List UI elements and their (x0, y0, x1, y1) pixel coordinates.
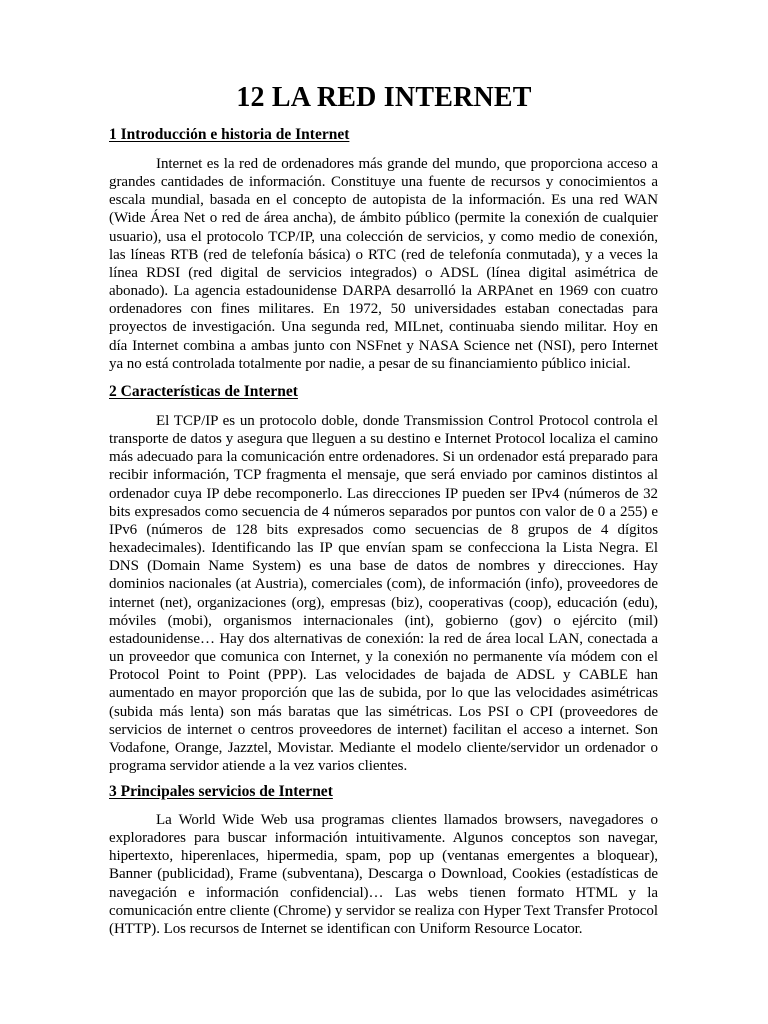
section-heading-introduccion: 1 Introducción e historia de Internet (109, 126, 350, 143)
paragraph-caracteristicas: El TCP/IP es un protocolo doble, donde Transmission Control Protocol controla el transporte de datos y asegura que lleguen a su destino e Internet Protocol localiza el camino más adecuado para la comunicación entre ordenadores. Si un ordenador está preparado para recibir información, TCP fragmenta el mensaje, que será enviado por caminos distintos al ordenador cuya IP debe recomponerlo. Las direcciones IP pueden ser IPv4 (números de 32 bits expresados como secuencia de 4 números separados por puntos con valor de 0 a 255) e IPv6 (números de 128 bits expresados como secuencias de 8 grupos de 4 dígitos hexadecimales). Identificando las IP que envían spam se confecciona la Lista Negra. El DNS (Domain Name System) es una base de datos de nombres y direcciones. Hay dominios nacionales (at Austria), comerciales (com), de información (info), proveedores de internet (net), organizaciones (org), empresas (biz), cooperativas (coop), educación (edu), móviles (mobi), organismos internacionales (int), gobierno (gov) o ejército (mil) estadounidense… Hay dos alternativas de conexión: la red de área local LAN, conectada a un proveedor que comunica con Internet, y la conexión no permanente vía módem con el Protocol Point to Point (PPP). Las velocidades de bajada de ADSL y CABLE han aumentado en mayor proporción que las de subida, por lo que las velocidades asimétricas (subida más lenta) son más baratas que las simétricas. Los PSI o CPI (proveedores de servicios de internet o centros proveedores de internet) facilitan el acceso a internet. Son Vodafone, Orange, Jazztel, Movistar. Mediante el modelo cliente/servidor un ordenador o programa servidor atiende a la vez varios clientes. (109, 413, 658, 774)
paragraph-servicios: La World Wide Web usa programas clientes llamados browsers, navegadores o exploradores para buscar información intuitivamente. Algunos conceptos son navegar, hipertexto, hiperenlaces, hipermedia, spam, pop up (ventanas emergentes a bloquear), Banner (publicidad), Frame (subventana), Descarga o Download, Cookies (estadísticas de navegación e información confidencial)… Las webs tienen formato HTML y la comunicación entre cliente (Chrome) y servidor se realiza con Hyper Text Transfer Protocol (HTTP). Los recursos de Internet se identifican con Uniform Resource Locator. (109, 812, 658, 937)
document-title: 12 LA RED INTERNET (236, 82, 532, 113)
paragraph-introduccion: Internet es la red de ordenadores más grande del mundo, que proporciona acceso a grandes cantidades de información. Constituye una fuente de recursos y conocimientos a escala mundial, basada en el concepto de autopista de la información. Es una red WAN (Wide Área Net o red de área ancha), de ámbito público (permite la conexión de cualquier usuario), usa el protocolo TCP/IP, una colección de servicios, y como medio de conexión, las líneas RTB (red de telefonía básica) o RTC (red de telefonía conmutada), y a veces la línea RDSI (red digital de servicios integrados) o ADSL (línea digital asimétrica de abonado). La agencia estadounidense DARPA desarrolló la ARPAnet en 1969 con cuatro ordenadores con fines militares. En 1972, 50 universidades estaban conectadas para proyectos de investigación. Una segunda red, MILnet, continuaba siendo militar. Hoy en día Internet combina a ambas junto con NSFnet y NASA Science net (NSI), pero Internet ya no está controlada totalmente por nadie, a pesar de su financiamiento público inicial. (109, 156, 658, 372)
section-heading-servicios: 3 Principales servicios de Internet (109, 783, 333, 800)
section-heading-caracteristicas: 2 Características de Internet (109, 383, 298, 400)
